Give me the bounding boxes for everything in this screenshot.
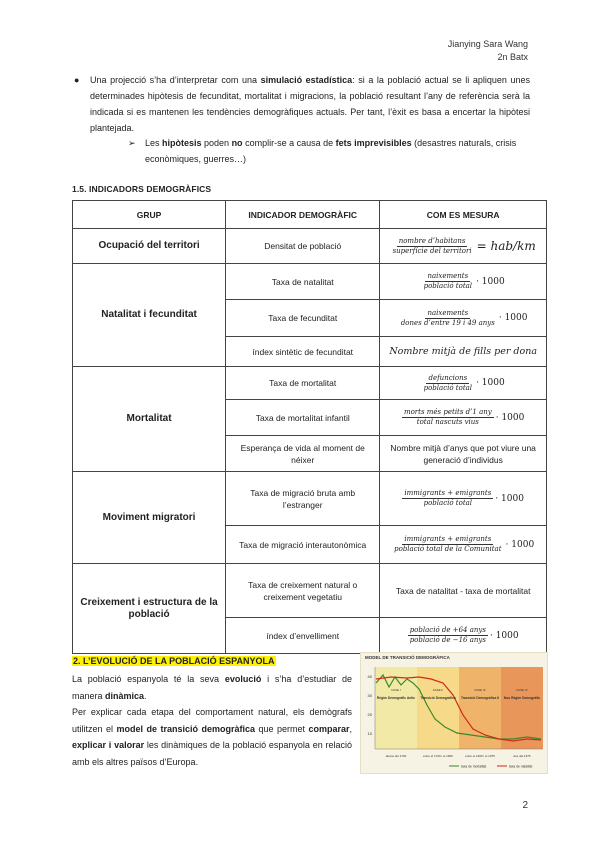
paragraph-1: La població espanyola té la seva evolució i s’ha d’estudiar de manera dinàmica. bbox=[72, 674, 353, 701]
phase-4-band bbox=[501, 667, 543, 749]
bullet-paragraph: ● Una projecció s’ha d’interpretar com una simulació estadística: si a la població actual se li apliquen unes determinades hipòtesis de fecunditat, mortalitat i migracions, la població resultant l’any de referència serà la indicada si es mantenen les tendències demogràfiques actuals. Per tant, l’èxit es basa a encertar la hipòtesi plantejada. bbox=[90, 72, 530, 136]
measure-migracio-bruta: $\frac{\text{immigrants + emigrants}}{\text{població total}}$ · 1000 bbox=[380, 472, 547, 526]
phase-2-band bbox=[417, 667, 459, 749]
phase-2-label: FASE II bbox=[432, 688, 444, 692]
group-moviment: Moviment migratori bbox=[73, 472, 226, 564]
legend-natality-label: taxa de natalitat bbox=[509, 764, 533, 769]
measure-natalitat: $\frac{\text{naixements}}{\text{població total}}$ · 1000 bbox=[380, 264, 547, 300]
measure-migracio-interautonomica: $\frac{\text{immigrants + emigrants}}{\text{població total de la Comunitat}}$ · 1000 bbox=[380, 526, 547, 564]
y-tick-30: 30 bbox=[367, 693, 372, 698]
indicator-natalitat: Taxa de natalitat bbox=[226, 264, 380, 300]
measure-creixement-natural: Taxa de natalitat - taxa de mortalitat bbox=[380, 564, 547, 618]
transition-chart bbox=[361, 653, 547, 773]
phase-4-name: Nou Règim Demogràfic bbox=[503, 696, 541, 700]
section-2-body bbox=[72, 671, 352, 770]
indicator-envelliment: índex d’envelliment bbox=[226, 618, 380, 654]
measure-fecunditat: $\frac{\text{naixements}}{\text{dones d’entre 19 i 49 anys}}$ · 1000 bbox=[380, 300, 547, 337]
page-number: 2 bbox=[522, 800, 528, 811]
indicator-creixement-natural: Taxa de creixement natural o creixement vegetatiu bbox=[226, 564, 380, 618]
header-com-es-mesura: COM ES MESURA bbox=[380, 201, 547, 229]
indicator-isf: índex sintètic de fecunditat bbox=[226, 337, 380, 367]
section-heading-evolucio: 2. L’EVOLUCIÓ DE LA POBLACIÓ ESPANYOLA bbox=[73, 656, 275, 666]
phase-3-label: FASE III bbox=[474, 688, 486, 692]
indicator-migracio-interautonomica: Taxa de migració interautonòmica bbox=[226, 526, 380, 564]
period-2-label: entre el 1700 i el 1900 bbox=[423, 754, 453, 758]
measure-esperanca: Nombre mitjà d’anys que pot viure una generació d’individus bbox=[380, 436, 547, 472]
indicator-densitat: Densitat de població bbox=[226, 229, 380, 264]
author-name: Jianying Sara Wang bbox=[447, 39, 528, 49]
y-tick-20: 20 bbox=[367, 712, 372, 717]
table-row bbox=[73, 564, 547, 618]
phase-3-name: Transició Demogràfica II bbox=[460, 696, 500, 700]
paragraph-2: Per explicar cada etapa del comportament natural, els demògrafs utilitzen el model de transició demogràfica que permet comparar, explicar i valorar les dinàmiques de la població espanyola en relació amb els altres països d’Europa. bbox=[72, 707, 352, 767]
measure-mortalitat: $\frac{\text{defuncions}}{\text{població total}}$ · 1000 bbox=[380, 367, 547, 400]
measure-densitat: $\frac{\text{nombre d’habitans}}{\text{superfície del territori}}$ = hab/km bbox=[380, 229, 547, 264]
indicator-mortalitat: Taxa de mortalitat bbox=[226, 367, 380, 400]
header-indicador: INDICADOR DEMOGRÀFIC bbox=[226, 201, 380, 229]
measure-mortalitat-infantil: $\frac{\text{morts més petits d’1 any}}{\text{total nascuts vius}}$ · 1000 bbox=[380, 400, 547, 436]
phase-1-name: Règim Demogràfic Antic bbox=[376, 696, 416, 700]
phase-4-label: FASE IV bbox=[516, 688, 528, 692]
indicators-table bbox=[72, 200, 547, 654]
period-4-label: des del 1975 bbox=[513, 754, 531, 758]
period-3-label: entre el 1900 i el 1975 bbox=[465, 754, 495, 758]
table-row bbox=[73, 264, 547, 300]
arrow-bullet-icon: ➢ bbox=[128, 138, 136, 148]
measure-envelliment: $\frac{\text{població de +64 anys}}{\text{població de −16 anys}}$ · 1000 bbox=[380, 618, 547, 654]
section-heading-indicadors: 1.5. INDICADORS DEMOGRÀFICS bbox=[72, 184, 212, 194]
measure-isf: Nombre mitjà de fills per dona bbox=[380, 337, 547, 367]
table-row bbox=[73, 472, 547, 526]
group-ocupacio: Ocupació del territori bbox=[73, 229, 226, 264]
y-tick-10: 10 bbox=[367, 731, 372, 736]
indicator-mortalitat-infantil: Taxa de mortalitat infantil bbox=[226, 400, 380, 436]
phase-2-name: Transició Demogràfica bbox=[420, 696, 456, 700]
table-row bbox=[73, 367, 547, 400]
bullet-dot-icon: ● bbox=[74, 75, 80, 85]
demographic-transition-figure bbox=[360, 652, 548, 774]
period-1-label: abans del 1700 bbox=[385, 754, 407, 758]
indicator-migracio-bruta: Taxa de migració bruta amb l’estranger bbox=[226, 472, 380, 526]
page-header bbox=[448, 38, 528, 64]
table-row bbox=[73, 229, 547, 264]
legend-mortality-label: taxa de mortalitat bbox=[461, 764, 487, 769]
group-natalitat: Natalitat i fecunditat bbox=[73, 264, 226, 367]
y-tick-40: 40 bbox=[367, 674, 372, 679]
table-header-row bbox=[73, 201, 547, 229]
course-label: 2n Batx bbox=[497, 52, 528, 62]
group-creixement: Creixement i estructura de la població bbox=[73, 564, 226, 654]
group-mortalitat: Mortalitat bbox=[73, 367, 226, 472]
indicator-fecunditat: Taxa de fecunditat bbox=[226, 300, 380, 337]
indicator-esperanca: Esperança de vida al moment de néixer bbox=[226, 436, 380, 472]
phase-1-label: FASE I bbox=[391, 688, 401, 692]
sub-bullet-paragraph: ➢ Les hipòtesis poden no complir-se a causa de fets imprevisibles (desastres naturals, crisis econòmiques, guerres…) bbox=[145, 135, 530, 167]
figure-title: MODEL DE TRANSICIÓ DEMOGRÀFICA bbox=[365, 655, 450, 660]
header-grup: GRUP bbox=[73, 201, 226, 229]
